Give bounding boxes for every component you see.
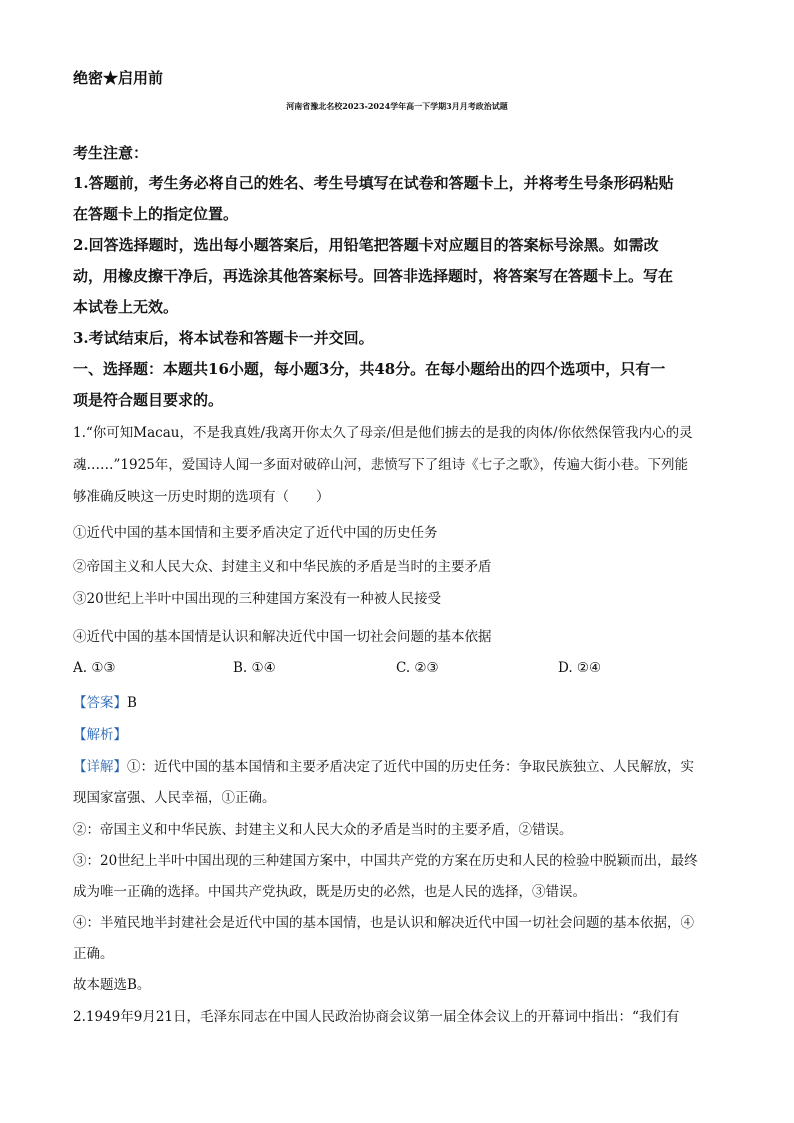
answer-label: 【答案】 [73,695,127,711]
question-1-stem: 魂……”1925年，爱国诗人闻一多面对破碎山河，悲愤写下了组诗《七子之歌》，传遍大街小巷。下列能 [73,457,689,473]
answer-line [73,691,137,711]
analysis-label: 【解析】 [73,727,127,743]
detail-line: 正确。 [73,946,114,962]
detail-line: ②：帝国主义和中华民族、封建主义和人民大众的矛盾是当时的主要矛盾，②错误。 [73,822,573,838]
option-c: C. ②③ [396,660,439,676]
statement-1: ①近代中国的基本国情和主要矛盾决定了近代中国的历史任务 [73,525,438,541]
detail-line: 成为唯一正确的选择。中国共产党执政，既是历史的必然，也是人民的选择，③错误。 [73,884,586,900]
option-a: A. ①③ [73,660,116,676]
exam-title: 河南省豫北名校2023-2024学年高一下学期3月月考政治试题 [286,101,508,111]
notice-item: 本试卷上无效。 [73,298,179,316]
notice-item: 3.考试结束后，将本试卷和答题卡一并交回。 [73,329,374,347]
section-heading: 一、选择题：本题共16小题，每小题3分，共48分。在每小题给出的四个选项中，只有一 [73,360,666,378]
option-b: B. ①④ [233,660,276,676]
confidential-mark: 绝密★启用前 [73,69,164,87]
statement-4: ④近代中国的基本国情是认识和解决近代中国一切社会问题的基本依据 [73,629,492,645]
statement-2: ②帝国主义和人民大众、封建主义和中华民族的矛盾是当时的主要矛盾 [73,559,492,575]
question-1-stem: 够准确反映这一历史时期的选项有（ ） [73,489,330,505]
notice-item: 在答题卡上的指定位置。 [73,205,239,223]
statement-3: ③20世纪上半叶中国出现的三种建国方案没有一种被人民接受 [73,591,442,607]
answer-value: B [127,695,137,711]
detail-line: 【详解】①：近代中国的基本国情和主要矛盾决定了近代中国的历史任务：争取民族独立、人民解放，实 [73,759,694,775]
option-d: D. ②④ [558,660,602,676]
question-2-stem: 2.1949年9月21日，毛泽东同志在中国人民政治协商会议第一届全体会议上的开幕词中指出：“我们有 [73,1009,680,1025]
detail-conclusion: 故本题选B。 [73,977,151,993]
notice-item: 动，用橡皮擦干净后，再选涂其他答案标号。回答非选择题时，将答案写在答题卡上。写在 [73,267,674,285]
notice-item: 2.回答选择题时，选出每小题答案后，用铅笔把答题卡对应题目的答案标号涂黑。如需改 [73,236,659,254]
notice-item: 1.答题前，考生务必将自己的姓名、考生号填写在试卷和答题卡上，并将考生号条形码粘贴 [73,174,674,192]
question-1-stem: 1.“你可知Macau，不是我真姓/我离开你太久了母亲/但是他们掳去的是我的肉体/你依然保管我内心的灵 [73,425,693,441]
detail-line: ④：半殖民地半封建社会是近代中国的基本国情，也是认识和解决近代中国一切社会问题的基本依据，④ [73,915,694,931]
detail-label: 【详解】 [73,759,127,775]
detail-line: ③：20世纪上半叶中国出现的三种建国方案中，中国共产党的方案在历史和人民的检验中脱颖而出，最终 [73,853,698,869]
detail-line: 现国家富强、人民幸福，①正确。 [73,790,276,806]
section-heading-cont: 项是符合题目要求的。 [73,391,224,409]
notice-heading: 考生注意： [73,144,149,162]
